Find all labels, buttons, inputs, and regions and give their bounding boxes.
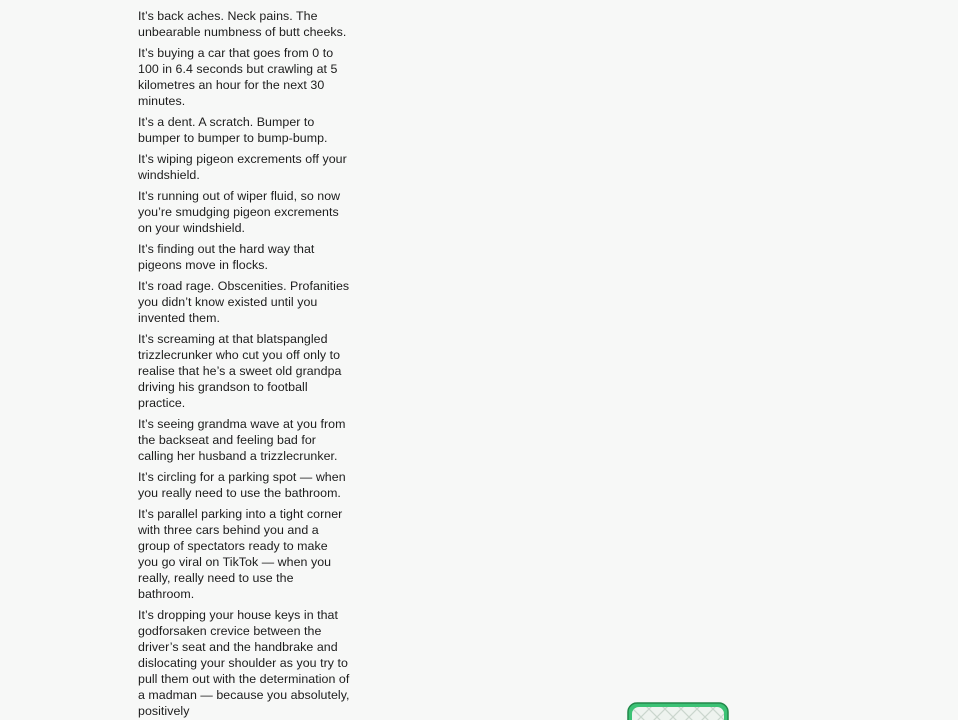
green-box-icon: [626, 702, 730, 720]
paragraph: It’s screaming at that blatspangled trizzlecrunker who cut you off only to realise that he’s a sweet old grandpa driving his grandson to football practice.: [138, 332, 342, 410]
paragraph: It’s wiping pigeon excrements off your windshield.: [138, 152, 347, 182]
paragraph: It’s circling for a parking spot — when you really need to use the bathroom.: [138, 470, 346, 500]
paragraph: It’s road rage. Obscenities. Profanities you didn’t know existed until you invented them.: [138, 279, 350, 325]
paragraph: It’s running out of wiper fluid, so now you’re smudging pigeon excrements on your windshield.: [138, 189, 341, 235]
article-text: [138, 8, 350, 720]
paragraph: It’s a dent. A scratch. Bumper to bumper to bumper to bump-bump.: [138, 115, 328, 145]
paragraph: It’s back aches. Neck pains. The unbearable numbness of butt cheeks.: [138, 9, 347, 39]
paragraph: It’s finding out the hard way that pigeons move in flocks.: [138, 242, 315, 272]
paragraph: It’s seeing grandma wave at you from the backseat and feeling bad for calling her husband a trizzlecrunker.: [138, 417, 346, 463]
paragraph: It’s buying a car that goes from 0 to 100 in 6.4 seconds but crawling at 5 kilometres an hour for the next 30 minutes.: [138, 46, 338, 108]
paragraph: It’s parallel parking into a tight corner with three cars behind you and a group of spectators ready to make you go viral on TikTok — when you really, really need to use the bathroom.: [138, 507, 343, 601]
paragraph: It’s dropping your house keys in that godforsaken crevice between the driver’s seat and the handbrake and dislocating your shoulder as you try to pull them out with the determination of a madman — because you absolutely, positively: [138, 608, 350, 718]
